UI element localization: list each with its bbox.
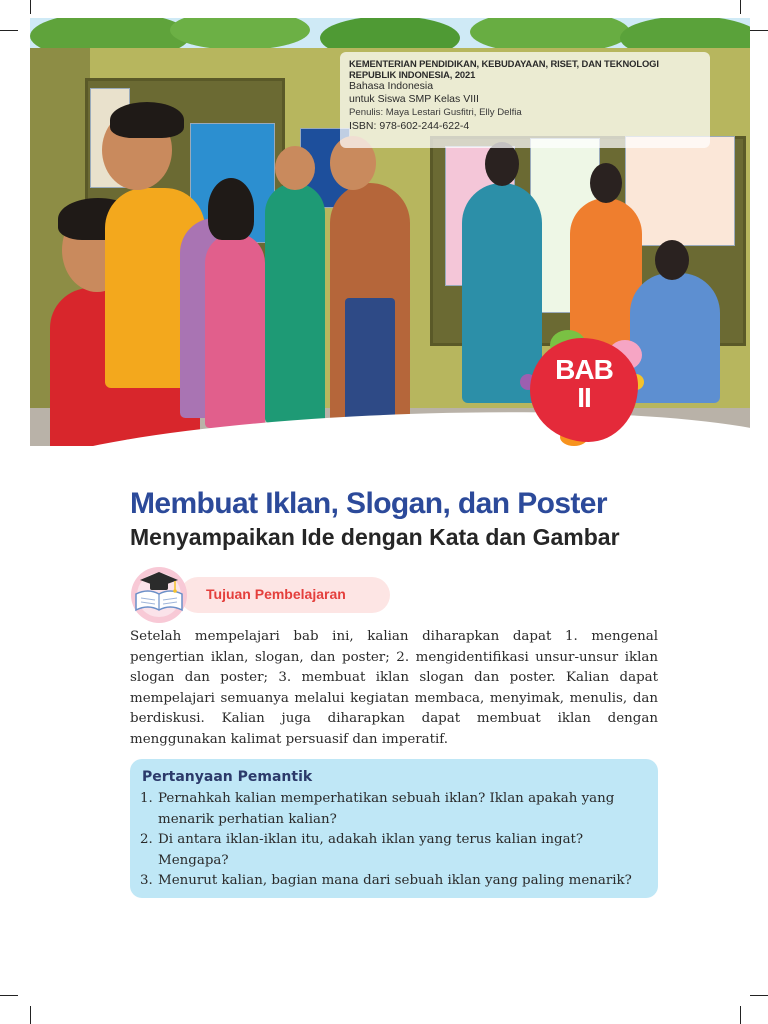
subject-text: Bahasa Indonesia: [349, 80, 434, 92]
learning-goals-text: Setelah mempelajari bab ini, kalian diharapkan dapat 1. mengenal pengertian iklan, slogan, dan poster; 2. mengidentifikasi unsur-unsur iklan slogan dan poster; 3. membuat iklan slogan dan poster. Kalian dapat mempelajari semuanya melalui kegiatan membaca, menyimak, menulis, dan berdiskusi. Kalian juga diharapkan dapat membuat iklan dengan menggunakan kalimat persuasif dan imperatif.: [130, 629, 658, 747]
isbn-value: 978-602-244-622-4: [379, 120, 470, 132]
question-number: 3.: [140, 873, 153, 888]
publisher-text: KEMENTERIAN PENDIDIKAN, KEBUDAYAAN, RISET, DAN TEKNOLOGI REPUBLIK INDONESIA, 2021: [349, 58, 659, 80]
person-man-brown-jeans: [345, 298, 395, 428]
person-man-yellow-hair: [110, 102, 184, 138]
audience-text: untuk Siswa SMP Kelas VIII: [349, 93, 479, 105]
badge-line-number: II: [577, 382, 591, 413]
person-man-green-head: [275, 146, 315, 190]
person-man-teal-head: [485, 142, 519, 186]
badge-line-bab: BAB: [555, 354, 613, 385]
question-number: 2.: [140, 832, 153, 847]
question-item: [140, 789, 648, 830]
trigger-questions-list: [140, 789, 648, 892]
isbn-line: [349, 119, 701, 133]
question-item: [140, 871, 648, 892]
question-item: [140, 830, 648, 871]
learning-goals-label: Tujuan Pembelajaran: [206, 586, 346, 602]
crop-mark: [740, 1006, 741, 1024]
crop-mark: [30, 1006, 31, 1024]
person-girl-hair: [208, 178, 254, 240]
chapter-title: Membuat Iklan, Slogan, dan Poster: [130, 487, 607, 520]
crop-mark: [0, 995, 18, 996]
crop-mark: [30, 0, 31, 14]
crop-mark: [0, 30, 18, 31]
person-man-blue-head: [655, 240, 689, 280]
trigger-questions-heading: Pertanyaan Pemantik: [142, 769, 313, 785]
crop-mark: [750, 995, 768, 996]
question-text: Pernahkah kalian memperhatikan sebuah iklan? Iklan apakah yang menarik perhatian kalian?: [158, 791, 615, 827]
crop-mark: [740, 0, 741, 14]
crop-mark: [750, 30, 768, 31]
question-text: Menurut kalian, bagian mana dari sebuah iklan yang paling menarik?: [158, 873, 632, 888]
person-girl-pink: [205, 233, 265, 428]
question-text: Di antara iklan-iklan itu, adakah iklan yang terus kalian ingat? Mengapa?: [158, 832, 584, 868]
chapter-subtitle: Menyampaikan Ide dengan Kata dan Gambar: [130, 524, 620, 550]
book-info-card: [340, 52, 710, 148]
authors-text: Penulis: Maya Lestari Gusfitri, Elly Delfia: [349, 107, 522, 118]
isbn-label: ISBN:: [349, 120, 377, 132]
question-number: 1.: [140, 791, 153, 806]
chapter-badge: [520, 330, 648, 448]
graduation-book-icon: [128, 564, 190, 626]
person-man-orange-head: [590, 163, 622, 203]
badge-text: [530, 356, 638, 412]
trigger-questions-box: [130, 759, 658, 898]
person-man-green: [265, 183, 325, 423]
learning-goals-pill: [180, 577, 390, 613]
